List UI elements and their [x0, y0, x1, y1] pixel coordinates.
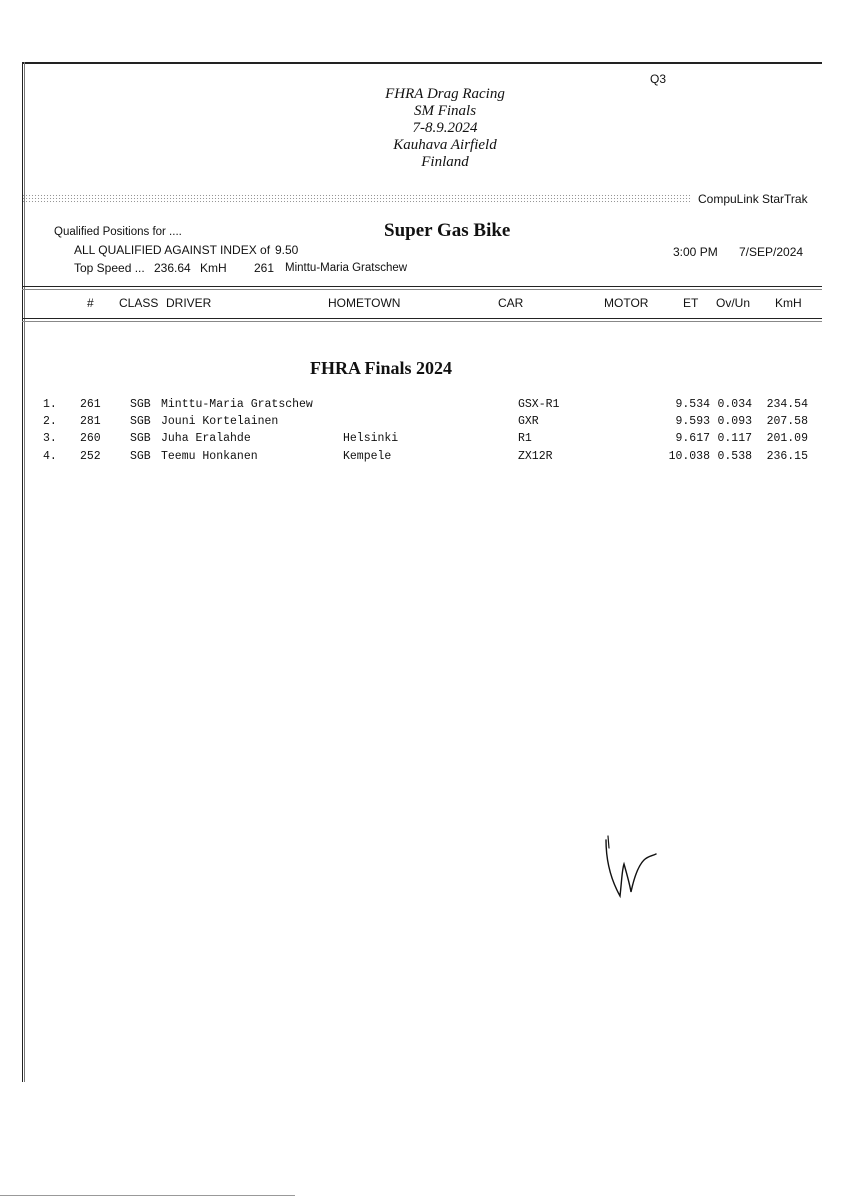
row-et: 10.038	[668, 450, 710, 463]
top-border-line	[22, 62, 822, 64]
left-border-line	[22, 62, 23, 1082]
header-rule-bottom-2	[22, 321, 822, 322]
row-driver: Teemu Honkanen	[161, 450, 258, 463]
col-header-car: CAR	[498, 296, 524, 310]
left-border-line-inner	[24, 62, 25, 1082]
row-position: 3.	[43, 432, 57, 445]
page-code: Q3	[650, 72, 667, 86]
index-value: 9.50	[275, 243, 299, 257]
row-kmh: 201.09	[766, 432, 808, 445]
col-header-num: #	[87, 296, 94, 310]
date: 7/SEP/2024	[739, 245, 804, 259]
event-line-1: FHRA Drag Racing	[385, 86, 505, 102]
qualified-positions-label: Qualified Positions for ....	[54, 226, 182, 238]
index-text: ALL QUALIFIED AGAINST INDEX of	[74, 243, 271, 257]
header-rule-bottom	[22, 318, 822, 319]
row-class: SGB	[130, 432, 151, 445]
system-name: CompuLink StarTrak	[698, 192, 808, 206]
row-ovun: 0.034	[717, 398, 752, 411]
row-position: 1.	[43, 398, 57, 411]
section-title: FHRA Finals 2024	[310, 358, 453, 378]
row-ovun: 0.117	[717, 432, 752, 445]
col-header-hometown: HOMETOWN	[328, 296, 401, 310]
row-et: 9.593	[675, 415, 710, 428]
row-position: 2.	[43, 415, 57, 428]
col-header-class: CLASS	[119, 296, 159, 310]
row-car: GSX-R1	[518, 398, 560, 411]
top-speed-label: Top Speed ...	[74, 261, 145, 275]
row-number: 281	[80, 415, 101, 428]
row-position: 4.	[43, 450, 57, 463]
row-kmh: 234.54	[766, 398, 808, 411]
row-driver: Jouni Kortelainen	[161, 415, 279, 428]
col-header-driver: DRIVER	[166, 296, 212, 310]
event-line-2: SM Finals	[413, 103, 477, 119]
row-number: 261	[80, 398, 101, 411]
top-speed-driver: Minttu-Maria Gratschew	[285, 262, 408, 274]
col-header-ovun: Ov/Un	[716, 296, 751, 310]
col-header-et: ET	[683, 296, 699, 310]
row-driver: Juha Eralahde	[161, 432, 251, 445]
row-class: SGB	[130, 415, 151, 428]
top-speed-number: 261	[254, 261, 275, 275]
row-class: SGB	[130, 450, 151, 463]
row-number: 252	[80, 450, 101, 463]
row-driver: Minttu-Maria Gratschew	[161, 398, 313, 411]
time: 3:00 PM	[673, 245, 718, 259]
bottom-edge-line	[0, 1195, 295, 1196]
top-speed-unit: KmH	[200, 261, 227, 275]
row-car: R1	[518, 432, 532, 445]
event-line-3: 7-8.9.2024	[412, 120, 478, 136]
row-kmh: 236.15	[766, 450, 808, 463]
class-title: Super Gas Bike	[384, 220, 511, 241]
row-hometown: Kempele	[343, 450, 392, 463]
header-rule-top	[22, 286, 822, 287]
row-ovun: 0.093	[717, 415, 752, 428]
top-speed-value: 236.64	[154, 261, 191, 275]
event-line-5: Finland	[421, 154, 469, 170]
header-rule-top-2	[22, 289, 822, 290]
row-car: ZX12R	[518, 450, 553, 463]
event-line-4: Kauhava Airfield	[393, 137, 497, 153]
row-kmh: 207.58	[766, 415, 808, 428]
row-class: SGB	[130, 398, 151, 411]
row-et: 9.534	[675, 398, 710, 411]
row-number: 260	[80, 432, 101, 445]
col-header-motor: MOTOR	[604, 296, 649, 310]
col-header-kmh: KmH	[775, 296, 802, 310]
row-et: 9.617	[675, 432, 710, 445]
row-car: GXR	[518, 415, 539, 428]
row-ovun: 0.538	[717, 450, 752, 463]
dotted-separator	[22, 194, 690, 203]
row-hometown: Helsinki	[343, 432, 399, 445]
signature-mark	[600, 828, 670, 908]
